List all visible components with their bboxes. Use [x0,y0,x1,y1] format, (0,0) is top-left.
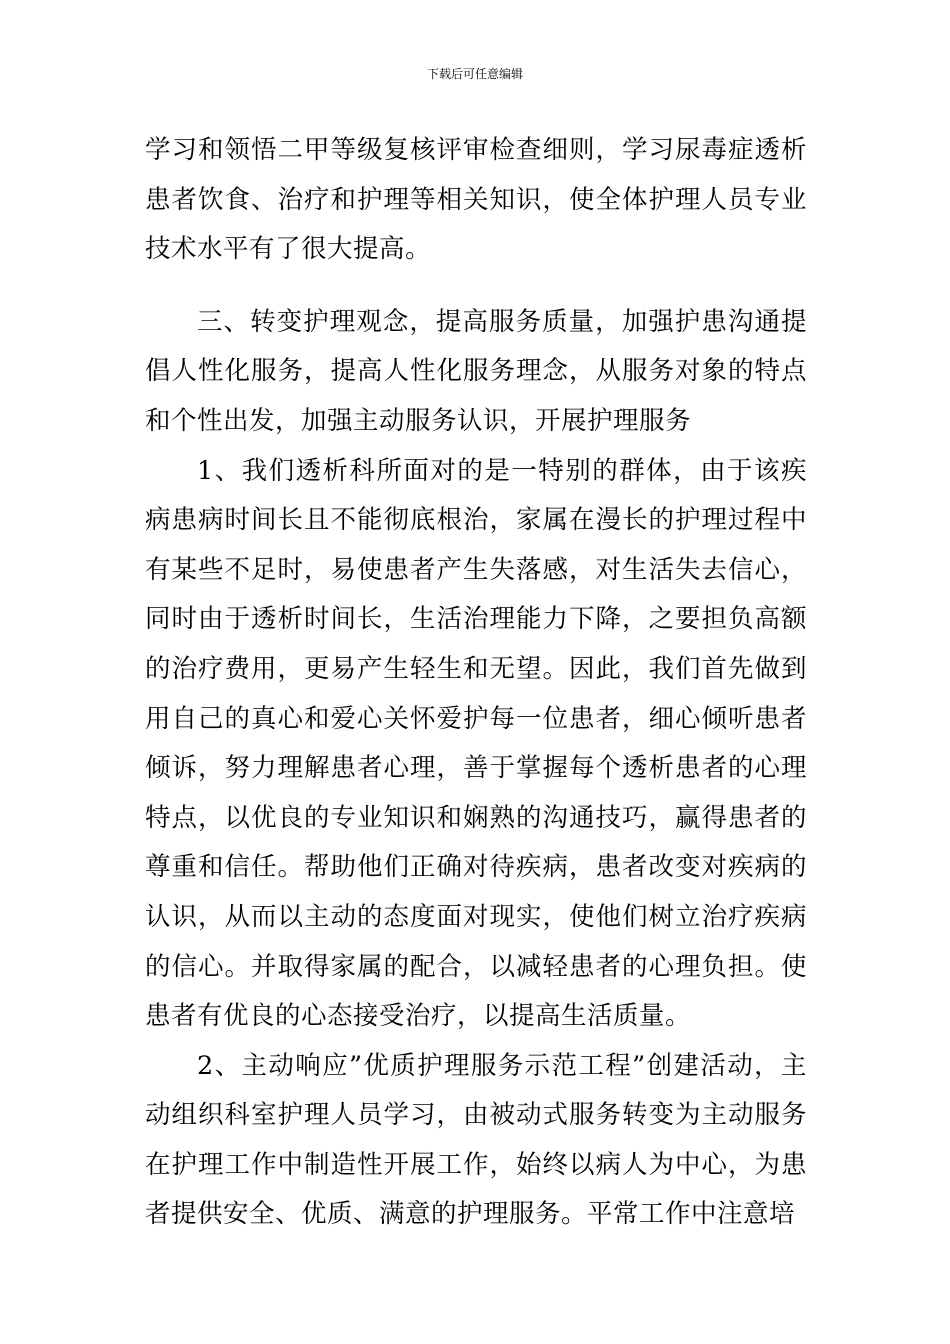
paragraph-2: 三、转变护理观念，提高服务质量，加强护患沟通提倡人性化服务，提高人性化服务理念，从服务对象的特点和个性出发，加强主动服务认识，开展护理服务 [145,306,807,436]
paragraph-3: 1、我们透析科所面对的是一特别的群体，由于该疾病患病时间长且不能彻底根治，家属在漫长的护理过程中有某些不足时，易使患者产生失落感，对生活失去信心，同时由于透析时间长，生活治理能力下降，之要担负高额的治疗费用，更易产生轻生和无望。因此，我们首先做到用自己的真心和爱心关怀爱护每一位患者，细心倾听患者倾诉，努力理解患者心理，善于掌握每个透析患者的心理特点，以优良的专业知识和娴熟的沟通技巧，赢得患者的尊重和信任。帮助他们正确对待疾病，患者改变对疾病的认识，从而以主动的态度面对现实，使他们树立治疗疾病的信心。并取得家属的配合，以减轻患者的心理负担。使患者有优良的心态接受治疗，以提高生活质量。 [145,455,807,1032]
document-body [145,126,807,1240]
page-header-note: 下载后可任意编辑 [426,67,523,81]
paragraph-4: 2、主动响应”优质护理服务示范工程”创建活动，主动组织科室护理人员学习，由被动式服务转变为主动服务在护理工作中制造性开展工作，始终以病人为中心，为患者提供安全、优质、满意的护理服务。平常工作中注意培 [145,1050,807,1230]
paragraph-1: 学习和领悟二甲等级复核评审检查细则，学习尿毒症透析患者饮食、治疗和护理等相关知识，使全体护理人员专业技术水平有了很大提高。 [145,135,807,265]
paragraph-gap [145,275,807,298]
